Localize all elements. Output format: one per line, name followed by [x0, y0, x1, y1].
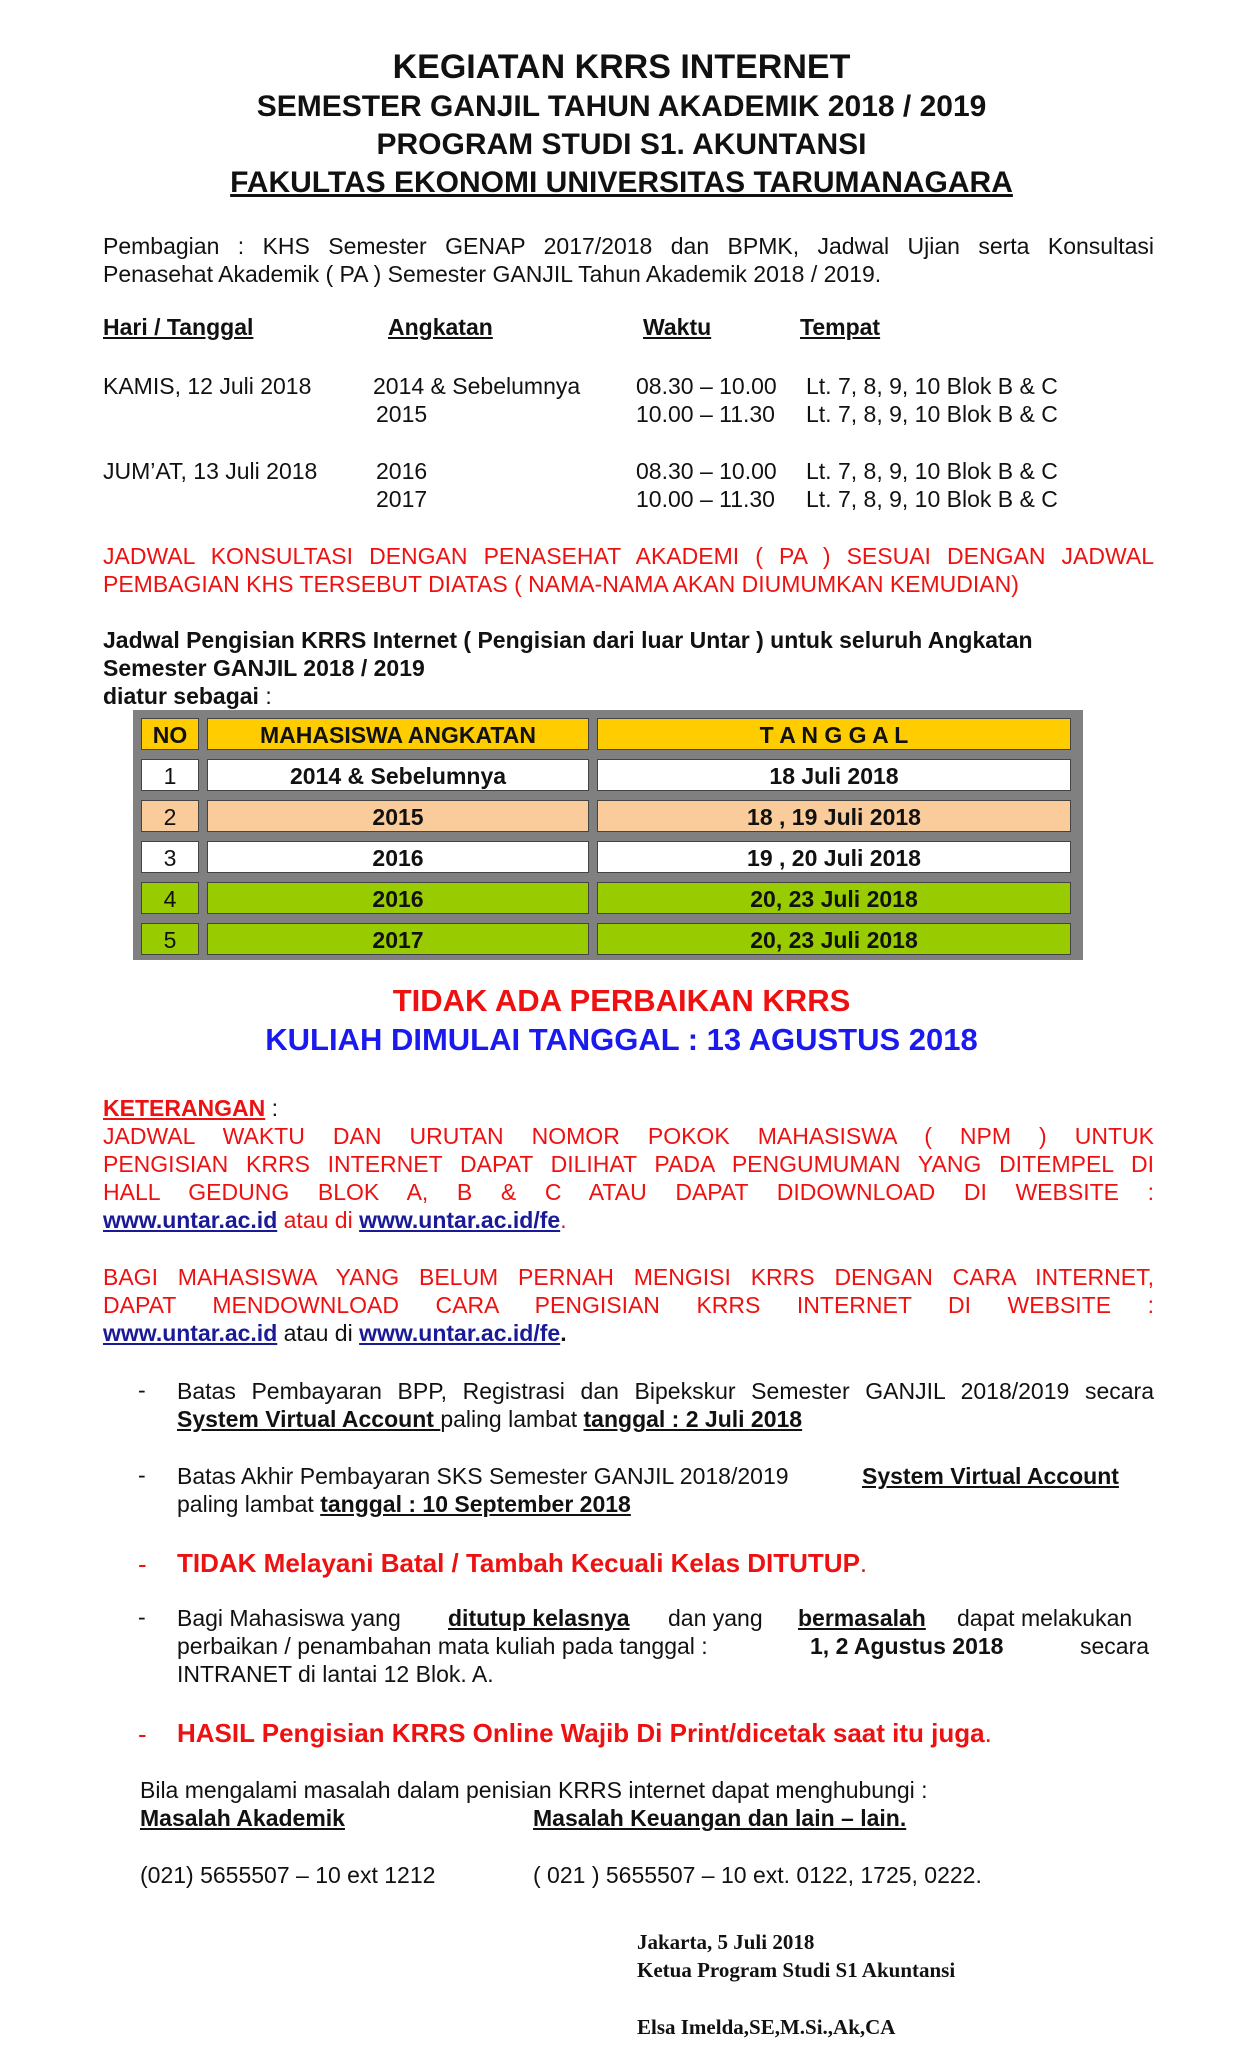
notes-para-2-links: www.untar.ac.id atau di www.untar.ac.id/fe. [103, 1320, 567, 1346]
notes-para-1-line-1: JADWAL WAKTU DAN URUTAN NOMOR POKOK MAHASISWA ( NPM ) UNTUK [103, 1123, 1154, 1149]
schedule-row-1-day: KAMIS, 12 Juli 2018 [103, 373, 312, 399]
notes-para-1-line-3: HALL GEDUNG BLOK A, B & C ATAU DAPAT DIDOWNLOAD DI WEBSITE : [103, 1179, 1154, 1205]
untar-website-link[interactable]: www.untar.ac.id [103, 1207, 278, 1233]
intro-line-1: Pembagian : KHS Semester GENAP 2017/2018 dan BPMK, Jadwal Ujian serta Konsultasi [103, 233, 1154, 259]
table-header-no: NO [141, 718, 199, 750]
bullet-2-line-1-emphasis: System Virtual Account [862, 1463, 1119, 1489]
lecture-start-notice: KULIAH DIMULAI TANGGAL : 13 AGUSTUS 2018 [265, 1022, 978, 1057]
contact-finance-label: Masalah Keuangan dan lain – lain. [533, 1805, 907, 1831]
notes-para-2-line-2: DAPAT MENDOWNLOAD CARA PENGISIAN KRRS INTERNET DI WEBSITE : [103, 1292, 1154, 1318]
signature-position: Ketua Program Studi S1 Akuntansi [637, 1958, 956, 1982]
schedule-row-2-batch: 2015 [376, 401, 428, 427]
schedule-header-place: Tempat [800, 314, 881, 340]
bullet-3-text: TIDAK Melayani Batal / Tambah Kecuali Kelas DITUTUP. [177, 1548, 868, 1578]
schedule-row-1-place: Lt. 7, 8, 9, 10 Blok B & C [806, 373, 1058, 399]
bullet-2-line-2: paling lambat tanggal : 10 September 2018 [177, 1491, 631, 1517]
intro-line-2: Penasehat Akademik ( PA ) Semester GANJIL Tahun Akademik 2018 / 2019. [103, 261, 882, 287]
bullet-5-text: HASIL Pengisian KRRS Online Wajib Di Print/dicetak saat itu juga. [177, 1718, 992, 1748]
schedule-header-time: Waktu [643, 314, 712, 340]
schedule-row-3-time: 08.30 – 10.00 [636, 458, 777, 484]
bullet-4-line-2c: secara [1080, 1633, 1150, 1659]
untar-website-link-2[interactable]: www.untar.ac.id [103, 1320, 278, 1346]
schedule-header-day: Hari / Tanggal [103, 314, 254, 340]
table-row-4-date: 20, 23 Juli 2018 [597, 882, 1071, 914]
title-line-1: KEGIATAN KRRS INTERNET [392, 48, 851, 86]
bullet-4-line-1-emphasis-1: ditutup kelasnya [448, 1605, 630, 1631]
notes-para-2-line-1: BAGI MAHASISWA YANG BELUM PERNAH MENGISI KRRS DENGAN CARA INTERNET, [103, 1264, 1154, 1290]
schedule-row-4-batch: 2017 [376, 486, 428, 512]
table-row-4-batch: 2016 [207, 882, 589, 914]
notes-heading: KETERANGAN : [103, 1095, 279, 1121]
contact-intro: Bila mengalami masalah dalam penisian KRRS internet dapat menghubungi : [140, 1777, 928, 1803]
schedule-header-batch: Angkatan [388, 314, 493, 340]
bullet-dash-5: - [138, 1719, 147, 1749]
table-row-5-batch: 2017 [207, 923, 589, 955]
untar-fe-website-link[interactable]: www.untar.ac.id/fe [359, 1207, 561, 1233]
krrs-intro-line-3: diatur sebagai : [103, 683, 272, 709]
notes-para-1-line-2: PENGISIAN KRRS INTERNET DAPAT DILIHAT PADA PENGUMUMAN YANG DITEMPEL DI [103, 1151, 1154, 1177]
bullet-4-line-1a: Bagi Mahasiswa yang [177, 1605, 401, 1631]
schedule-row-3-batch: 2016 [376, 458, 428, 484]
bullet-4-line-2a: perbaikan / penambahan mata kuliah pada tanggal : [177, 1633, 708, 1659]
schedule-row-2-time: 10.00 – 11.30 [636, 401, 775, 427]
schedule-row-2-place: Lt. 7, 8, 9, 10 Blok B & C [806, 401, 1058, 427]
notes-para-1-links: www.untar.ac.id atau di www.untar.ac.id/fe. [103, 1207, 567, 1233]
table-row-5-no: 5 [141, 923, 199, 955]
bullet-2-line-1: Batas Akhir Pembayaran SKS Semester GANJIL 2018/2019 [177, 1463, 789, 1489]
table-row-1-date: 18 Juli 2018 [597, 759, 1071, 791]
krrs-intro-line-2: Semester GANJIL 2018 / 2019 [103, 655, 425, 681]
schedule-row-3-place: Lt. 7, 8, 9, 10 Blok B & C [806, 458, 1058, 484]
schedule-row-1-batch: 2014 & Sebelumnya [373, 373, 581, 399]
bullet-dash-4: - [138, 1604, 146, 1630]
pa-notice-line-1: JADWAL KONSULTASI DENGAN PENASEHAT AKADEMI ( PA ) SESUAI DENGAN JADWAL [103, 543, 1154, 569]
krrs-intro-line-1: Jadwal Pengisian KRRS Internet ( Pengisian dari luar Untar ) untuk seluruh Angkatan [103, 627, 1033, 653]
table-row-2-no: 2 [141, 800, 199, 832]
signature-name: Elsa Imelda,SE,M.Si.,Ak,CA [637, 2015, 896, 2039]
bullet-1-line-2: System Virtual Account paling lambat tanggal : 2 Juli 2018 [177, 1406, 803, 1432]
bullet-4-line-1b: dan yang [668, 1605, 763, 1631]
schedule-row-4-place: Lt. 7, 8, 9, 10 Blok B & C [806, 486, 1058, 512]
krrs-schedule-table [133, 710, 1083, 960]
bullet-4-line-1c: dapat melakukan [957, 1605, 1133, 1631]
table-row-2-date: 18 , 19 Juli 2018 [597, 800, 1071, 832]
title-line-2: SEMESTER GANJIL TAHUN AKADEMIK 2018 / 2019 [256, 90, 987, 123]
table-row-4-no: 4 [141, 882, 199, 914]
bullet-4-line-2b: 1, 2 Agustus 2018 [810, 1633, 1004, 1659]
table-row-3-batch: 2016 [207, 841, 589, 873]
table-header-date: T A N G G A L [597, 718, 1071, 750]
table-row-2-batch: 2015 [207, 800, 589, 832]
schedule-row-4-time: 10.00 – 11.30 [636, 486, 775, 512]
bullet-4-line-3: INTRANET di lantai 12 Blok. A. [177, 1661, 494, 1687]
table-row-3-date: 19 , 20 Juli 2018 [597, 841, 1071, 873]
table-header-batch: MAHASISWA ANGKATAN [207, 718, 589, 750]
title-line-4: FAKULTAS EKONOMI UNIVERSITAS TARUMANAGARA [230, 166, 1013, 199]
contact-academic-label: Masalah Akademik [140, 1805, 345, 1831]
contact-academic-phone: (021) 5655507 – 10 ext 1212 [140, 1862, 436, 1888]
schedule-row-1-time: 08.30 – 10.00 [636, 373, 777, 399]
signature-place-date: Jakarta, 5 Juli 2018 [637, 1930, 815, 1954]
table-row-1-no: 1 [141, 759, 199, 791]
bullet-4-line-1-emphasis-2: bermasalah [798, 1605, 926, 1631]
table-row-1-batch: 2014 & Sebelumnya [207, 759, 589, 791]
no-fix-notice: TIDAK ADA PERBAIKAN KRRS [392, 983, 851, 1018]
contact-finance-phone: ( 021 ) 5655507 – 10 ext. 0122, 1725, 0222. [533, 1862, 982, 1888]
bullet-dash-1: - [138, 1377, 146, 1403]
table-row-3-no: 3 [141, 841, 199, 873]
title-line-3: PROGRAM STUDI S1. AKUNTANSI [376, 128, 867, 161]
bullet-dash-2: - [138, 1462, 146, 1488]
untar-fe-website-link-2[interactable]: www.untar.ac.id/fe [359, 1320, 561, 1346]
document-title-block [0, 46, 1243, 202]
table-row-5-date: 20, 23 Juli 2018 [597, 923, 1071, 955]
bullet-1-line-1: Batas Pembayaran BPP, Registrasi dan Bipekskur Semester GANJIL 2018/2019 secara [177, 1378, 1154, 1404]
pa-notice-line-2: PEMBAGIAN KHS TERSEBUT DIATAS ( NAMA-NAMA AKAN DIUMUMKAN KEMUDIAN) [103, 571, 1019, 597]
bullet-dash-3: - [138, 1549, 147, 1579]
schedule-row-3-day: JUM’AT, 13 Juli 2018 [103, 458, 318, 484]
